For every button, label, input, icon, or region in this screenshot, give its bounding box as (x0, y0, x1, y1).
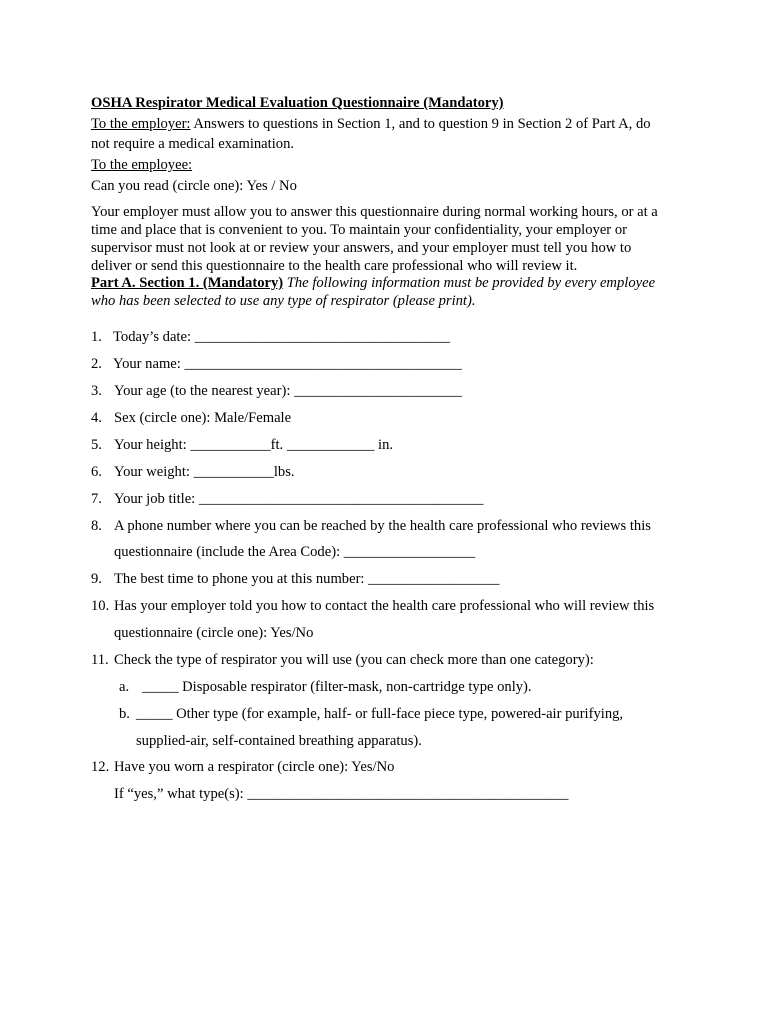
question-12-followup: If “yes,” what type(s): ____________________________________________ (114, 786, 569, 802)
paragraph-line-3: supervisor must not look at or review your answers, and your employer must tell you how to (91, 240, 632, 256)
employer-text-2: not require a medical examination. (91, 136, 295, 152)
question-10-text-continued: questionnaire (circle one): Yes/No (114, 625, 314, 641)
employer-note-line-1 (91, 115, 651, 133)
paragraph-line-1: Your employer must allow you to answer this questionnaire during normal working hours, or at a (91, 204, 658, 220)
question-1-number: 1. (91, 329, 102, 345)
question-8-text: A phone number where you can be reached by the health care professional who reviews this (114, 518, 651, 534)
question-7-number: 7. (91, 491, 102, 507)
can-read-line: Can you read (circle one): Yes / No (91, 178, 297, 194)
question-6-number: 6. (91, 464, 102, 480)
question-9-number: 9. (91, 571, 102, 587)
question-6-text: Your weight: ___________lbs. (114, 464, 295, 480)
part-a-line-1 (91, 274, 655, 292)
question-12-text: Have you worn a respirator (circle one): Yes/No (114, 759, 395, 775)
part-a-text-2: who has been selected to use any type of respirator (please print). (91, 293, 476, 309)
paragraph-line-2: time and place that is convenient to you. To maintain your confidentiality, your employer or (91, 222, 627, 238)
question-5-number: 5. (91, 437, 102, 453)
option-b-text: _____ Other type (for example, half- or full-face piece type, powered-air purifying, (136, 706, 624, 722)
option-b-letter: b. (119, 706, 130, 722)
question-5-text: Your height: ___________ft. ____________ in. (114, 437, 394, 453)
paragraph-line-4: deliver or send this questionnaire to the health care professional who will review it. (91, 258, 578, 274)
employer-text-1: Answers to questions in Section 1, and to question 9 in Section 2 of Part A, do (190, 116, 651, 132)
question-1-text: Today’s date: ___________________________________ (113, 329, 451, 345)
question-11-text: Check the type of respirator you will use (you can check more than one category): (114, 652, 594, 668)
question-8-number: 8. (91, 518, 102, 534)
question-3-text: Your age (to the nearest year): _______________________ (114, 383, 462, 399)
question-12-number: 12. (91, 759, 110, 775)
question-4-number: 4. (91, 410, 102, 426)
question-10-text: Has your employer told you how to contact the health care professional who will review this (114, 598, 655, 614)
part-a-text-1: The following information must be provided by every employee (283, 275, 656, 291)
question-2-number: 2. (91, 356, 102, 372)
option-b-text-continued: supplied-air, self-contained breathing apparatus). (136, 733, 422, 749)
question-9-text: The best time to phone you at this number: __________________ (114, 571, 500, 587)
question-11-number: 11. (91, 652, 109, 668)
document-title: OSHA Respirator Medical Evaluation Questionnaire (Mandatory) (91, 95, 504, 111)
question-8-text-continued: questionnaire (include the Area Code): __________________ (114, 544, 476, 560)
employee-label: To the employee: (91, 157, 193, 173)
question-2-text: Your name: ______________________________________ (113, 356, 462, 372)
option-a-text: _____ Disposable respirator (filter-mask, non-cartridge type only). (142, 679, 532, 695)
question-7-text: Your job title: _______________________________________ (114, 491, 484, 507)
option-a-letter: a. (119, 679, 130, 695)
employer-label: To the employer: (91, 116, 191, 132)
question-10-number: 10. (91, 598, 110, 614)
part-a-heading: Part A. Section 1. (Mandatory) (91, 275, 284, 291)
question-4-text: Sex (circle one): Male/Female (114, 410, 292, 426)
question-3-number: 3. (91, 383, 102, 399)
